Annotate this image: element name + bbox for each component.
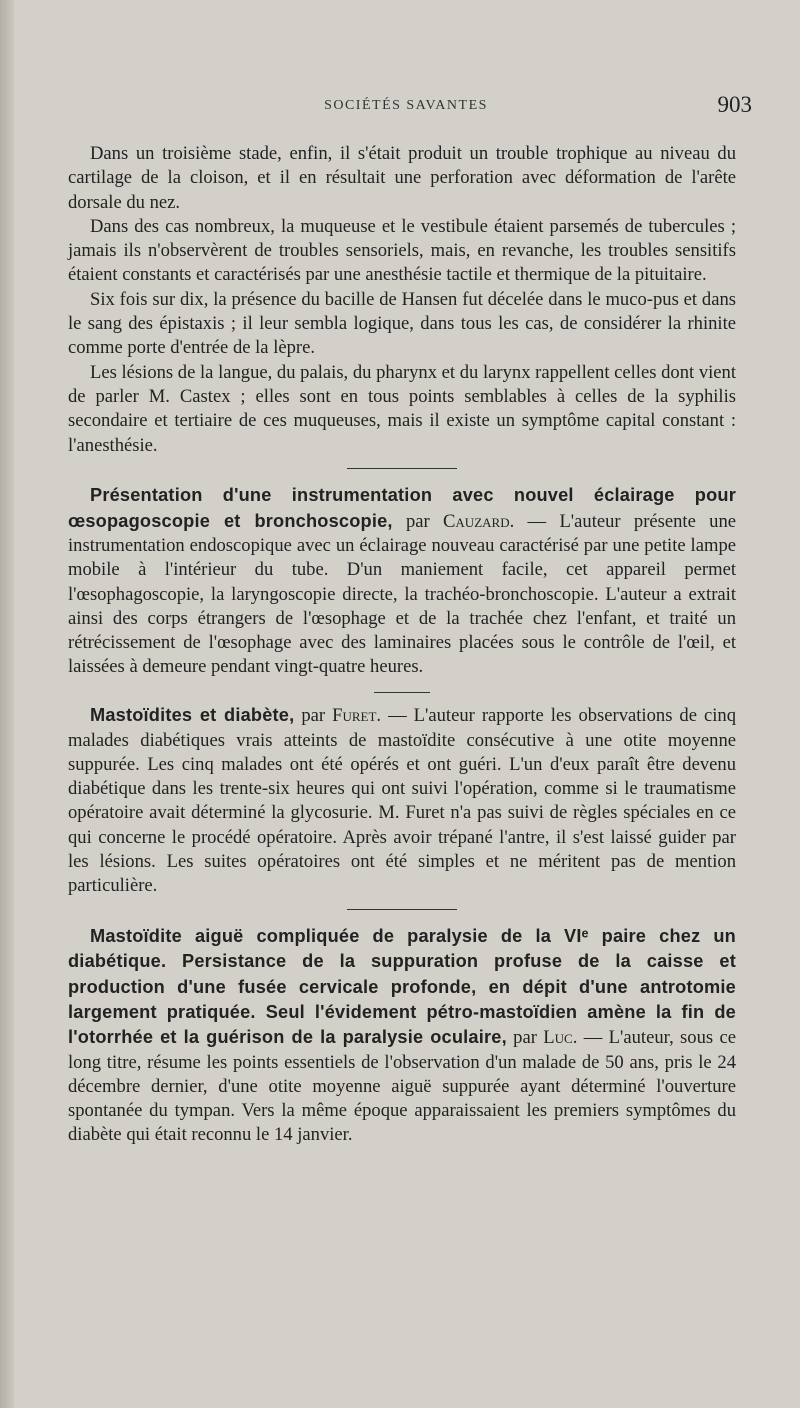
section-text: . — L'auteur, sous ce long titre, résume les points essentiels de l'observation d'un malade de 50 ans, pris le 24 décembre dernier, d'une otite moyenne aiguë suppurée ayant déterminé l'ouverture spontanée du tympan. Vers la même époque apparaissaient les premiers symptômes du diabète qui était reconnu le 14 janvier. [68, 1027, 736, 1146]
section-divider [347, 468, 457, 470]
section-divider [374, 692, 430, 694]
section-text: . — L'auteur rapporte les observations de cinq malades diabétiques vrais atteints de mastoïdite consécutive à une otite moyenne suppurée. Les cinq malades ont été opérés et ont guéri. L'un d'eux paraît être devenu diabétique dans les trente-six heures qui ont suivi l'opération, comme si le traumatisme opératoire avait déterminé la glycosurie. M. Furet n'a pas suivi de règles spéciales en ce qui concerne le procédé opératoire. Après avoir trépané l'antre, il s'est laissé guider par les lésions. Les suites opératoires ont été simples et ne méritent pas de mention particulière. [68, 705, 736, 897]
page-header [60, 92, 752, 122]
section-author: Cauzard [443, 510, 510, 532]
paragraph-hansen-bacillus: Six fois sur dix, la présence du bacille de Hansen fut décelée dans le muco-pus et dans le sang des épistaxis ; il leur sembla logique, dans tous les cas, de considérer la rhinite comme porte d'entrée de la lèpre. [68, 288, 736, 359]
section-title: Mastoïdite aiguë compliquée de paralysie de la VIᵉ paire chez un diabétique. Persistance de la suppuration profuse de la caisse et production d'une fusée cervicale profonde, en dépit d'une antrotomie largement pratiquée. Seul l'évidement pétro-mastoïdien amène la fin de l'otorrhée et la guérison de la paralysie oculaire, [68, 926, 736, 1048]
page-number: 903 [717, 92, 752, 117]
paragraph-third-stage: Dans un troisième stade, enfin, il s'était produit un trouble trophique au niveau du cartilage de la cloison, et il en résultait une perforation avec déformation de l'arête dorsale du nez. [68, 143, 736, 213]
running-head: SOCIÉTÉS SAVANTES [324, 98, 488, 113]
section-divider [347, 909, 457, 911]
section-mastoiditis-diabetes [68, 703, 736, 898]
section-text: . — L'auteur présente une instrumentation endoscopique avec un éclairage nouveau caractérisé par une petite lampe mobile à l'intérieur du tube. D'un maniement facile, cet appareil permet l'œsophagoscopie, la laryngoscopie directe, la trachéo-bronchoscopie. L'auteur a extrait ainsi des corps étrangers de l'œsophage et de la trachée chez l'enfant, et traité un rétrécissement de l'œsophage avec des laminaires placées sous le contrôle de l'œil, et laissées à demeure pendant vingt-quatre heures. [68, 510, 737, 678]
section-by: par [506, 1027, 544, 1049]
section-by: par [392, 510, 444, 532]
paragraph-lesions: Les lésions de la langue, du palais, du pharynx et du larynx rappellent celles dont vient de parler M. Castex ; elles sont en tous points semblables à celles de la syphilis secondaire et tertiaire de ces muqueuses, mais il existe un symptôme capital constant : l'anesthésie. [68, 361, 736, 456]
section-acute-mastoiditis [68, 924, 736, 1148]
section-author: Luc [543, 1027, 573, 1049]
section-paragraph [68, 483, 736, 679]
section-paragraph [68, 924, 736, 1148]
section-by: par [294, 705, 333, 727]
section-author: Furet [332, 705, 377, 727]
page-body [68, 142, 736, 1148]
paragraph-mucosa: Dans des cas nombreux, la muqueuse et le vestibule étaient parsemés de tubercules ; jamais ils n'observèrent de troubles sensoriels, mais, en revanche, les troubles sensitifs étaient constants et caractérisés par une anesthésie tactile et thermique de la pituitaire. [68, 215, 736, 286]
section-title: Présentation d'une instrumentation avec nouvel éclairage pour œsopagoscopie et bronchoscopie, [68, 485, 736, 531]
section-title: Mastoïdites et diabète, [90, 705, 295, 726]
section-paragraph [68, 703, 736, 898]
section-oesophagoscopy [68, 483, 736, 679]
